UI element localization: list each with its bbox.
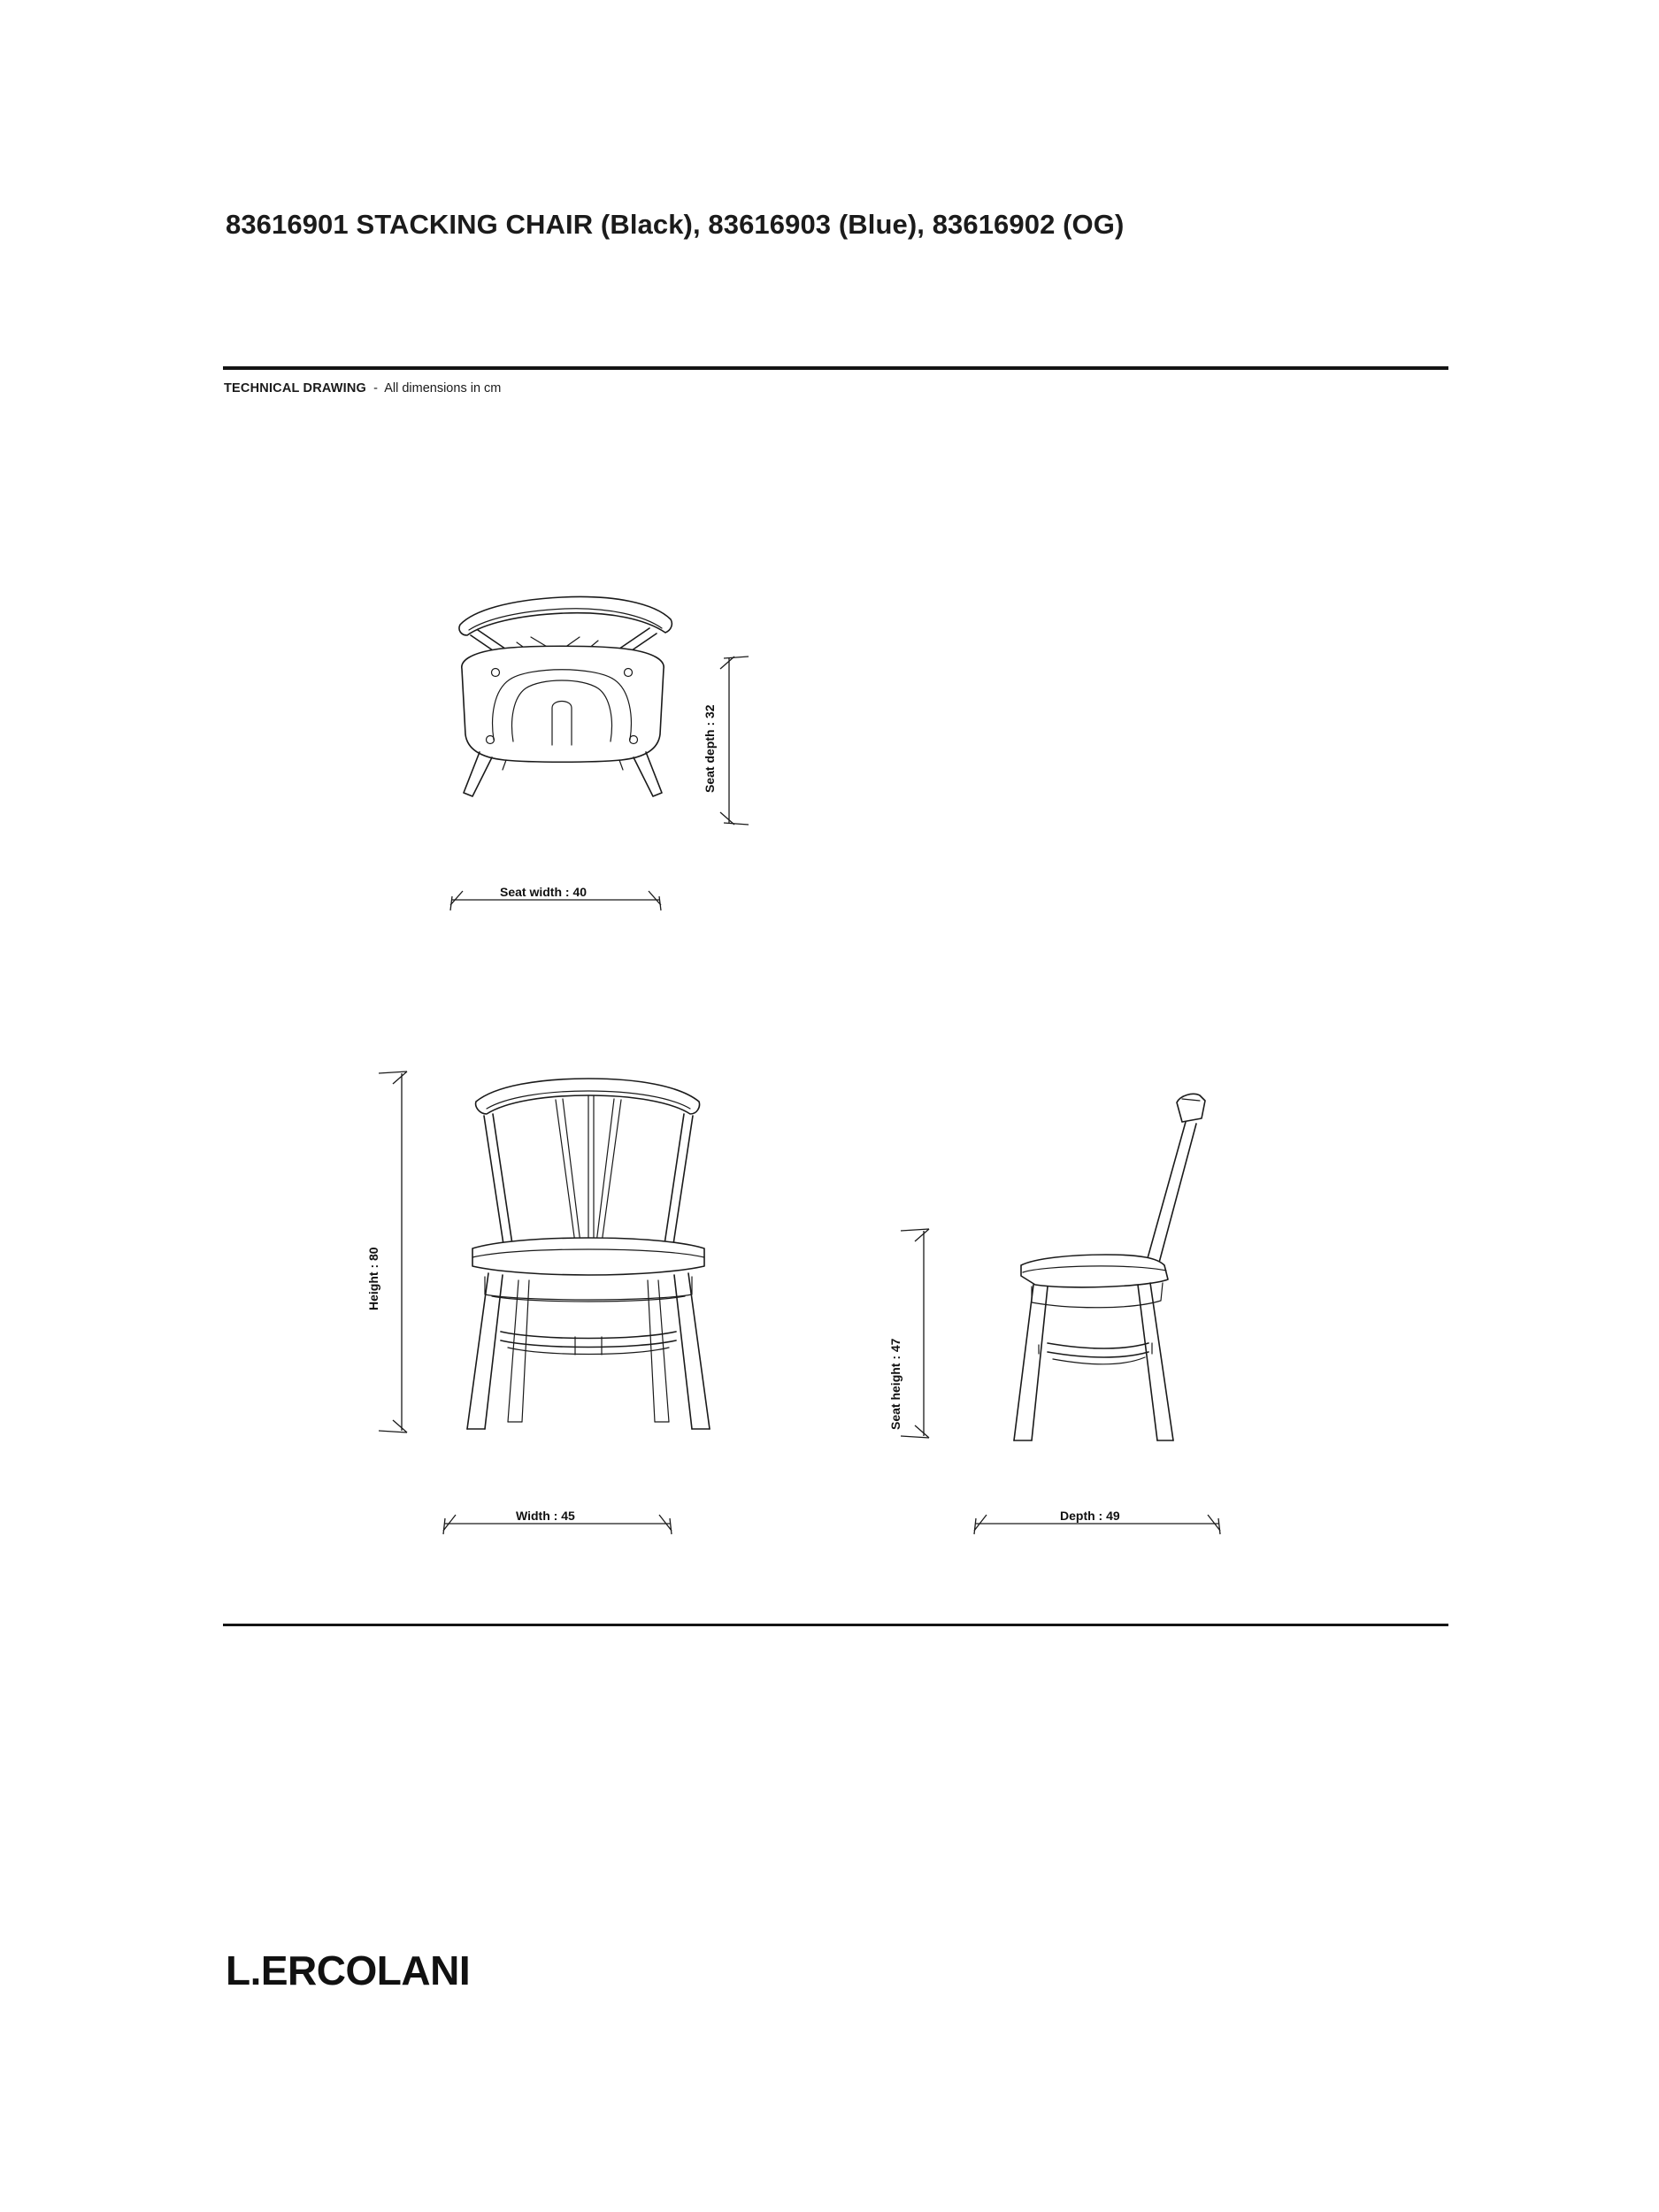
technical-drawing-subheader [224, 381, 501, 396]
side-view-drawing [1000, 1088, 1292, 1478]
seat-depth-label: Seat depth : 32 [703, 704, 717, 793]
technical-drawing-label: TECHNICAL DRAWING [224, 381, 367, 396]
page-title: 83616901 STACKING CHAIR (Black), 83616903 (Blue), 83616902 (OG) [226, 209, 1125, 240]
divider-bottom [223, 1624, 1448, 1626]
height-label: Height : 80 [366, 1247, 380, 1310]
seat-width-label: Seat width : 40 [500, 885, 588, 899]
dimensions-note: All dimensions in cm [384, 381, 502, 396]
width-label: Width : 45 [516, 1509, 575, 1523]
brand-logo: L.ERCOLANI [226, 1947, 471, 1993]
divider-top [223, 366, 1448, 370]
seat-height-label: Seat height : 47 [888, 1338, 902, 1430]
front-view-drawing [442, 1075, 734, 1473]
front-view-svg [442, 1075, 734, 1473]
side-view-svg [1000, 1088, 1292, 1478]
depth-label: Depth : 49 [1060, 1509, 1120, 1523]
dimensions-note-separator: - [373, 381, 378, 396]
